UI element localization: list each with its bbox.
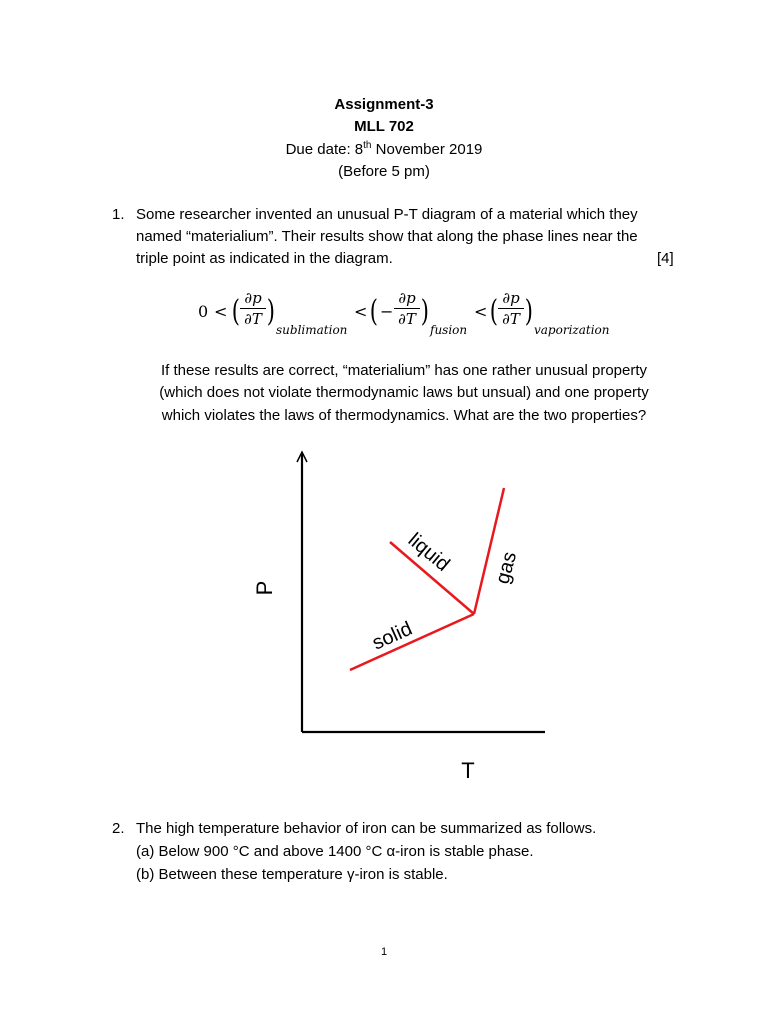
question-number: 1. [112,206,125,223]
due-time: (Before 5 pm) [338,163,430,180]
eq-less-than-2: < [354,302,368,321]
q1-paragraph-line-2: (which does not violate thermodynamic laws but unsual) and one property [159,384,649,401]
eq-paren-close-1: ) [266,294,275,329]
pt-phase-diagram [250,448,550,798]
q1-line-3: triple point as indicated in the diagram. [136,250,393,267]
q1-line-1: Some researcher invented an unusual P-T diagram of a material which they [136,206,638,223]
q1-paragraph-line-3: which violates the laws of thermodynamics. What are the two properties? [161,407,647,424]
eq-paren-open-1: ( [231,294,240,329]
q2-line-1: The high temperature behavior of iron can be summarized as follows. [136,820,597,837]
eq-less-than-1: < [214,302,228,321]
eq-fraction-1: ∂p ∂T [240,289,266,328]
eq-paren-open-3: ( [489,294,498,329]
eq-paren-open-2: ( [369,294,378,329]
eq-paren-close-3: ) [524,294,533,329]
eq-paren-close-2: ) [420,294,429,329]
eq-less-than-3: < [474,302,488,321]
page-number: 1 [380,946,388,958]
q2-line-2: (a) Below 900 °C and above 1400 °C α-iron is stable phase. [136,843,534,860]
x-axis-label: T [461,758,475,783]
eq-sub-sublimation: sublimation [276,323,348,337]
q1-marks: [4] [657,250,674,267]
eq-zero: 0 [198,302,209,321]
due-date: Due date: 8th November 2019 [285,140,483,158]
q1-paragraph-line-1: If these results are correct, “materialium” has one rather unusual property [160,362,648,379]
q1-line-2: named “materialium”. Their results show that along the phase lines near the [136,228,638,245]
eq-sub-fusion: fusion [430,323,468,337]
question-number: 2. [112,820,125,837]
eq-fraction-2: ∂p ∂T [394,289,420,328]
liquid-label: liquid [403,528,454,576]
eq-minus: − [380,302,394,321]
eq-fraction-3: ∂p ∂T [498,289,524,328]
solid-phase-line [350,614,474,670]
assignment-title: Assignment-3 [334,96,434,113]
y-axis-label: P [252,580,277,596]
solid-label: solid [369,617,416,655]
q2-line-3: (b) Between these temperature γ-iron is stable. [136,866,448,883]
eq-sub-vaporization: vaporization [534,323,610,337]
gas-label: gas [491,549,522,587]
inequality-equation [198,287,628,343]
course-code: MLL 702 [354,118,414,135]
